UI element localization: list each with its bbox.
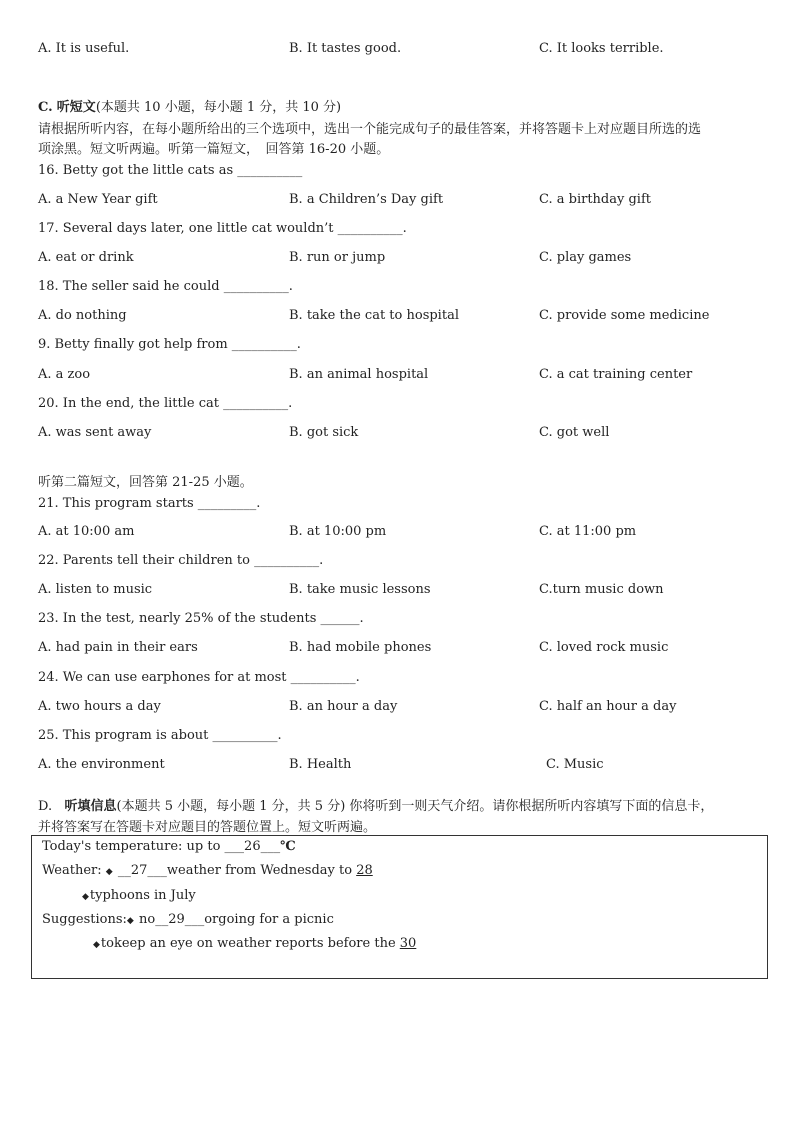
q24-option-b: B. an hour a day bbox=[289, 699, 398, 714]
q20-option-c: C. got well bbox=[539, 425, 610, 440]
going-text: orgoing for a picnic bbox=[204, 912, 334, 927]
q24-option-c: C. half an hour a day bbox=[539, 699, 677, 714]
q16-option-c: C. a birthday gift bbox=[539, 192, 651, 207]
q23-option-a: A. had pain in their ears bbox=[38, 640, 198, 655]
question-17: 17. Several days later, one little cat wouldn’t __________. bbox=[38, 221, 407, 236]
section-c-letter: C. bbox=[38, 100, 53, 115]
info-card bbox=[31, 835, 768, 979]
q19-option-b: B. an animal hospital bbox=[289, 367, 429, 382]
temperature-label: Today's temperature: up to bbox=[42, 839, 225, 854]
blank-26: ___26___ bbox=[224, 839, 281, 854]
keep-text: tokeep an eye on weather reports before the bbox=[100, 936, 400, 951]
weather-label: Weather: bbox=[42, 863, 106, 878]
blank-27: __27___ bbox=[117, 863, 167, 878]
typhoon-text: typhoons in July bbox=[89, 888, 196, 903]
question-24: 24. We can use earphones for at most __________. bbox=[38, 670, 360, 685]
q18-option-c: C. provide some medicine bbox=[539, 308, 710, 323]
section-d-instruction-2: 并将答案写在答题卡对应题目的答题位置上。短文听两遍。 bbox=[38, 820, 377, 835]
question-19: 9. Betty finally got help from __________. bbox=[38, 337, 301, 352]
suggestions-line bbox=[42, 911, 334, 930]
question-18: 18. The seller said he could __________. bbox=[38, 279, 293, 294]
q23-option-c: C. loved rock music bbox=[539, 640, 669, 655]
section-d-subtitle: (本题共 5 小题，每小题 1 分，共 5 分) 你将听到一则天气介绍。请你根据所听内容填写下面的信息卡， bbox=[116, 799, 714, 814]
blank-29: __29___ bbox=[155, 912, 205, 927]
weather-line bbox=[42, 862, 373, 881]
temperature-line bbox=[42, 838, 296, 855]
option-a-top: A. It is useful. bbox=[38, 41, 130, 56]
q22-option-a: A. listen to music bbox=[38, 582, 153, 597]
q20-option-b: B. got sick bbox=[289, 425, 359, 440]
q16-option-b: B. a Children’s Day gift bbox=[289, 192, 444, 207]
q17-option-c: C. play games bbox=[539, 250, 632, 265]
diamond-bullet-icon: ◆ bbox=[126, 916, 134, 926]
q20-option-a: A. was sent away bbox=[38, 425, 152, 440]
question-16: 16. Betty got the little cats as __________ bbox=[38, 163, 303, 178]
q19-option-c: C. a cat training center bbox=[539, 367, 693, 382]
question-25: 25. This program is about __________. bbox=[38, 728, 282, 743]
blank-28: 28 bbox=[356, 863, 373, 878]
weather-text: weather from Wednesday to bbox=[166, 863, 357, 878]
question-21: 21. This program starts _________. bbox=[38, 496, 261, 511]
section-c-header bbox=[38, 99, 341, 116]
q22-option-b: B. take music lessons bbox=[289, 582, 431, 597]
diamond-bullet-icon: ◆ bbox=[93, 940, 100, 950]
question-22: 22. Parents tell their children to __________. bbox=[38, 553, 324, 568]
question-20: 20. In the end, the little cat __________. bbox=[38, 396, 293, 411]
section-c-instruction-2: 项涂黑。短文听两遍。听第一篇短文， 回答第 16-20 小题。 bbox=[38, 142, 390, 157]
q25-option-c: C. Music bbox=[546, 757, 604, 772]
section-c-subtitle: (本题共 10 小题，每小题 1 分，共 10 分) bbox=[95, 100, 342, 115]
option-b-top: B. It tastes good. bbox=[289, 41, 402, 56]
no-text: no bbox=[134, 912, 156, 927]
q19-option-a: A. a zoo bbox=[38, 367, 91, 382]
keep-line bbox=[93, 935, 416, 954]
q24-option-a: A. two hours a day bbox=[38, 699, 161, 714]
q18-option-b: B. take the cat to hospital bbox=[289, 308, 459, 323]
suggestions-label: Suggestions: bbox=[42, 912, 127, 927]
section-c-title: 听短文 bbox=[56, 100, 96, 115]
section-d-header bbox=[38, 798, 713, 815]
section-d-title: 听填信息 bbox=[64, 799, 117, 814]
q21-option-a: A. at 10:00 am bbox=[38, 524, 135, 539]
diamond-bullet-icon: ◆ bbox=[105, 867, 113, 877]
blank-30: 30 bbox=[399, 936, 417, 951]
q17-option-b: B. run or jump bbox=[289, 250, 386, 265]
q25-option-b: B. Health bbox=[289, 757, 352, 772]
q22-option-c: C.turn music down bbox=[539, 582, 664, 597]
q18-option-a: A. do nothing bbox=[38, 308, 127, 323]
celsius-unit: ℃ bbox=[280, 839, 296, 854]
q23-option-b: B. had mobile phones bbox=[289, 640, 432, 655]
option-c-top: C. It looks terrible. bbox=[539, 41, 664, 56]
diamond-bullet-icon: ◆ bbox=[82, 892, 89, 902]
typhoon-line bbox=[82, 887, 196, 906]
passage-2-header: 听第二篇短文，回答第 21-25 小题。 bbox=[38, 475, 253, 490]
q17-option-a: A. eat or drink bbox=[38, 250, 134, 265]
question-23: 23. In the test, nearly 25% of the students ______. bbox=[38, 611, 364, 626]
q21-option-b: B. at 10:00 pm bbox=[289, 524, 387, 539]
q21-option-c: C. at 11:00 pm bbox=[539, 524, 637, 539]
section-d-letter: D. bbox=[38, 799, 53, 814]
q25-option-a: A. the environment bbox=[38, 757, 165, 772]
q16-option-a: A. a New Year gift bbox=[38, 192, 158, 207]
section-c-instruction-1: 请根据所听内容，在每小题所给出的三个选项中，选出一个能完成句子的最佳答案，并将答题卡上对应题目所选的选 bbox=[38, 122, 702, 137]
